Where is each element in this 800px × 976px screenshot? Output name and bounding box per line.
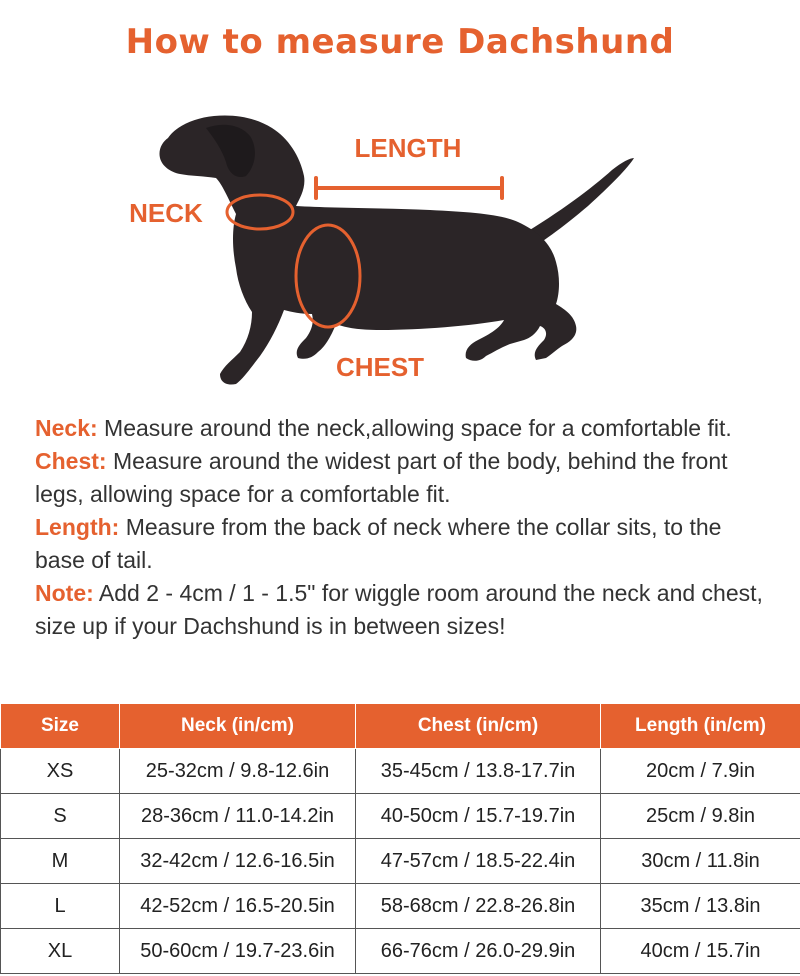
table-row	[1, 884, 800, 929]
cell-length: 20cm / 7.9in	[601, 749, 800, 794]
chest-label: CHEST	[335, 352, 425, 382]
cell-chest: 58-68cm / 22.8-26.8in	[356, 884, 601, 929]
instruction-length	[35, 511, 775, 577]
header-length: Length (in/cm)	[601, 704, 800, 749]
instruction-key: Length:	[35, 514, 120, 540]
header-neck: Neck (in/cm)	[120, 704, 356, 749]
table-header-row	[1, 704, 800, 749]
instruction-neck	[35, 412, 775, 445]
instruction-key: Chest:	[35, 448, 107, 474]
length-label: LENGTH	[354, 133, 462, 163]
length-indicator	[316, 178, 502, 198]
cell-length: 40cm / 15.7in	[601, 929, 800, 974]
page-title: How to measure Dachshund	[125, 22, 675, 62]
cell-neck: 50-60cm / 19.7-23.6in	[120, 929, 356, 974]
table-row	[1, 929, 800, 974]
instruction-key: Note:	[35, 580, 94, 606]
cell-size: XS	[1, 749, 120, 794]
instruction-note	[35, 577, 775, 643]
instruction-text: Measure around the neck,allowing space for a comfortable fit.	[97, 415, 732, 441]
table-row	[1, 749, 800, 794]
instruction-key: Neck:	[35, 415, 98, 441]
cell-length: 25cm / 9.8in	[601, 794, 800, 839]
cell-chest: 40-50cm / 15.7-19.7in	[356, 794, 601, 839]
cell-neck: 25-32cm / 9.8-12.6in	[120, 749, 356, 794]
cell-length: 30cm / 11.8in	[601, 839, 800, 884]
instruction-chest	[35, 445, 775, 511]
header-chest: Chest (in/cm)	[356, 704, 601, 749]
cell-neck: 32-42cm / 12.6-16.5in	[120, 839, 356, 884]
cell-size: L	[1, 884, 120, 929]
cell-length: 35cm / 13.8in	[601, 884, 800, 929]
cell-chest: 35-45cm / 13.8-17.7in	[356, 749, 601, 794]
size-chart-table	[0, 703, 800, 974]
cell-size: XL	[1, 929, 120, 974]
neck-label: NECK	[129, 198, 203, 228]
instruction-text: Measure from the back of neck where the collar sits, to the base of tail.	[35, 514, 722, 573]
cell-chest: 47-57cm / 18.5-22.4in	[356, 839, 601, 884]
instruction-text: Measure around the widest part of the body, behind the front legs, allowing space for a comfortable fit.	[35, 448, 728, 507]
dachshund-diagram	[0, 100, 800, 400]
cell-neck: 42-52cm / 16.5-20.5in	[120, 884, 356, 929]
header-size: Size	[1, 704, 120, 749]
instruction-text: Add 2 - 4cm / 1 - 1.5" for wiggle room around the neck and chest, size up if your Dachshund is in between sizes!	[35, 580, 763, 639]
cell-size: M	[1, 839, 120, 884]
cell-size: S	[1, 794, 120, 839]
cell-neck: 28-36cm / 11.0-14.2in	[120, 794, 356, 839]
table-row	[1, 794, 800, 839]
cell-chest: 66-76cm / 26.0-29.9in	[356, 929, 601, 974]
measuring-instructions	[35, 412, 775, 643]
table-row	[1, 839, 800, 884]
